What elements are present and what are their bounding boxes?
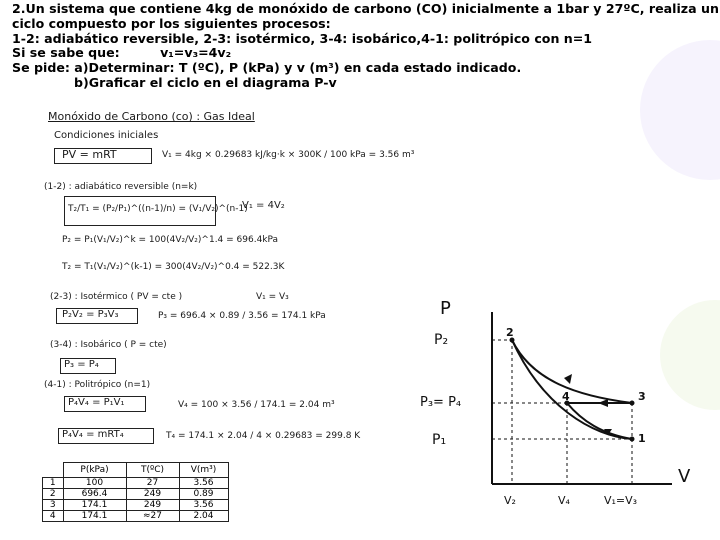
state-label-4: 4 bbox=[562, 390, 570, 403]
notes-title: Monóxido de Carbono (co) : Gas Ideal bbox=[48, 110, 255, 123]
label-v2: V₂ bbox=[504, 494, 516, 507]
v4-calculation: V₄ = 100 × 3.56 / 174.1 = 2.04 m³ bbox=[178, 400, 335, 410]
p2-calculation: P₂ = P₁(V₁/V₂)^k = 100(4V₂/V₂)^1.4 = 696.4kPa bbox=[62, 235, 279, 245]
table-row bbox=[43, 511, 229, 522]
table-row bbox=[43, 489, 229, 500]
equation-p3p4: P₃ = P₄ bbox=[64, 359, 99, 370]
table-row bbox=[43, 478, 229, 489]
equation-adiabatic: T₂/T₁ = (P₂/P₁)^((n-1)/n) = (V₁/V₂)^(n-1) bbox=[68, 204, 248, 214]
table-cell-state: 2 bbox=[43, 489, 64, 500]
table-header-t: T(ºC) bbox=[126, 463, 179, 478]
table-header-p: P(kPa) bbox=[63, 463, 126, 478]
problem-line-5: Se pide: a)Determinar: T (ºC), P (kPa) y v (m³) en cada estado indicado. bbox=[12, 60, 522, 76]
table-cell-p: 174.1 bbox=[63, 500, 126, 511]
state-label-1: 1 bbox=[638, 432, 646, 445]
v1-equals-4v2: V₁ = 4V₂ bbox=[242, 200, 285, 211]
table-cell-p: 174.1 bbox=[63, 511, 126, 522]
process-curve-4-1 bbox=[567, 403, 632, 439]
arrow-head bbox=[564, 374, 572, 384]
label-v1v3: V₁=V₃ bbox=[604, 494, 638, 507]
label-p3p4: P₃= P₄ bbox=[420, 395, 462, 410]
problem-statement bbox=[12, 2, 718, 91]
table-cell-v: 3.56 bbox=[179, 500, 228, 511]
t2-calculation: T₂ = T₁(V₁/V₂)^(k-1) = 300(4V₂/V₂)^0.4 = 522.3K bbox=[62, 262, 285, 272]
table-cell-state: 3 bbox=[43, 500, 64, 511]
equation-p2v2: P₂V₂ = P₃V₃ bbox=[62, 309, 119, 320]
table-header-row bbox=[43, 463, 229, 478]
table-cell-state: 1 bbox=[43, 478, 64, 489]
problem-line-4-b: v₁=v₃=4v₂ bbox=[160, 45, 232, 61]
state-point-3 bbox=[630, 401, 635, 406]
table-cell-v: 0.89 bbox=[179, 489, 228, 500]
table-row bbox=[43, 500, 229, 511]
equation-pv: PV = mRT bbox=[62, 148, 117, 161]
table-cell-p: 696.4 bbox=[63, 489, 126, 500]
table-cell-t: 249 bbox=[126, 489, 179, 500]
table-cell-v: 2.04 bbox=[179, 511, 228, 522]
problem-line-6: b)Graficar el ciclo en el diagrama P-v bbox=[74, 74, 337, 90]
state-label-2: 2 bbox=[506, 326, 514, 339]
pv-diagram bbox=[412, 296, 712, 536]
state-label-3: 3 bbox=[638, 390, 646, 403]
t4-calculation: T₄ = 174.1 × 2.04 / 4 × 0.29683 = 299.8 K bbox=[166, 431, 361, 441]
table-cell-t: 27 bbox=[126, 478, 179, 489]
table-header-v: V(m³) bbox=[179, 463, 228, 478]
table-cell-t: ≈27 bbox=[126, 511, 179, 522]
axis-label-v: V bbox=[678, 466, 691, 487]
label-v4: V₄ bbox=[558, 494, 570, 507]
label-p2: P₂ bbox=[434, 332, 449, 348]
problem-line-3: 1-2: adiabático reversible, 2-3: isotérmico, 3-4: isobárico,4-1: politrópico con n=1 bbox=[12, 30, 593, 46]
problem-line-2: ciclo compuesto por los siguientes procesos: bbox=[12, 15, 331, 31]
problem-line-1: 2.Un sistema que contiene 4kg de monóxido de carbono (CO) inicialmente a 1bar y 27ºC, realiza un bbox=[12, 1, 719, 16]
arrow-head bbox=[598, 399, 608, 407]
problem-line-4-a: Si se sabe que: bbox=[12, 45, 120, 61]
process-2-3-label: (2-3) : Isotérmico ( PV = cte ) bbox=[50, 292, 183, 302]
axis-label-p: P bbox=[440, 298, 451, 319]
problem-line-4 bbox=[12, 46, 718, 61]
process-1-2-label: (1-2) : adiabático reversible (n=k) bbox=[44, 182, 198, 192]
v1-equals-v3: V₁ = V₃ bbox=[256, 292, 289, 302]
initial-conditions-label: Condiciones iniciales bbox=[54, 130, 159, 141]
table-cell-state: 4 bbox=[43, 511, 64, 522]
label-p1: P₁ bbox=[432, 432, 447, 448]
table-cell-p: 100 bbox=[63, 478, 126, 489]
process-4-1-label: (4-1) : Politrópico (n=1) bbox=[44, 380, 151, 390]
table-cell-v: 3.56 bbox=[179, 478, 228, 489]
p3-calculation: P₃ = 696.4 × 0.89 / 3.56 = 174.1 kPa bbox=[158, 311, 326, 321]
results-table bbox=[42, 462, 229, 522]
table-cell-t: 249 bbox=[126, 500, 179, 511]
process-3-4-label: (3-4) : Isobárico ( P = cte) bbox=[50, 340, 167, 350]
equation-p4v4-mrt: P₄V₄ = mRT₄ bbox=[62, 429, 124, 440]
table-header-state bbox=[43, 463, 64, 478]
state-point-1 bbox=[630, 437, 635, 442]
equation-p4v4: P₄V₄ = P₁V₁ bbox=[68, 397, 125, 408]
v1-calculation: V₁ = 4kg × 0.29683 kJ/kg·k × 300K / 100 kPa = 3.56 m³ bbox=[162, 150, 415, 160]
